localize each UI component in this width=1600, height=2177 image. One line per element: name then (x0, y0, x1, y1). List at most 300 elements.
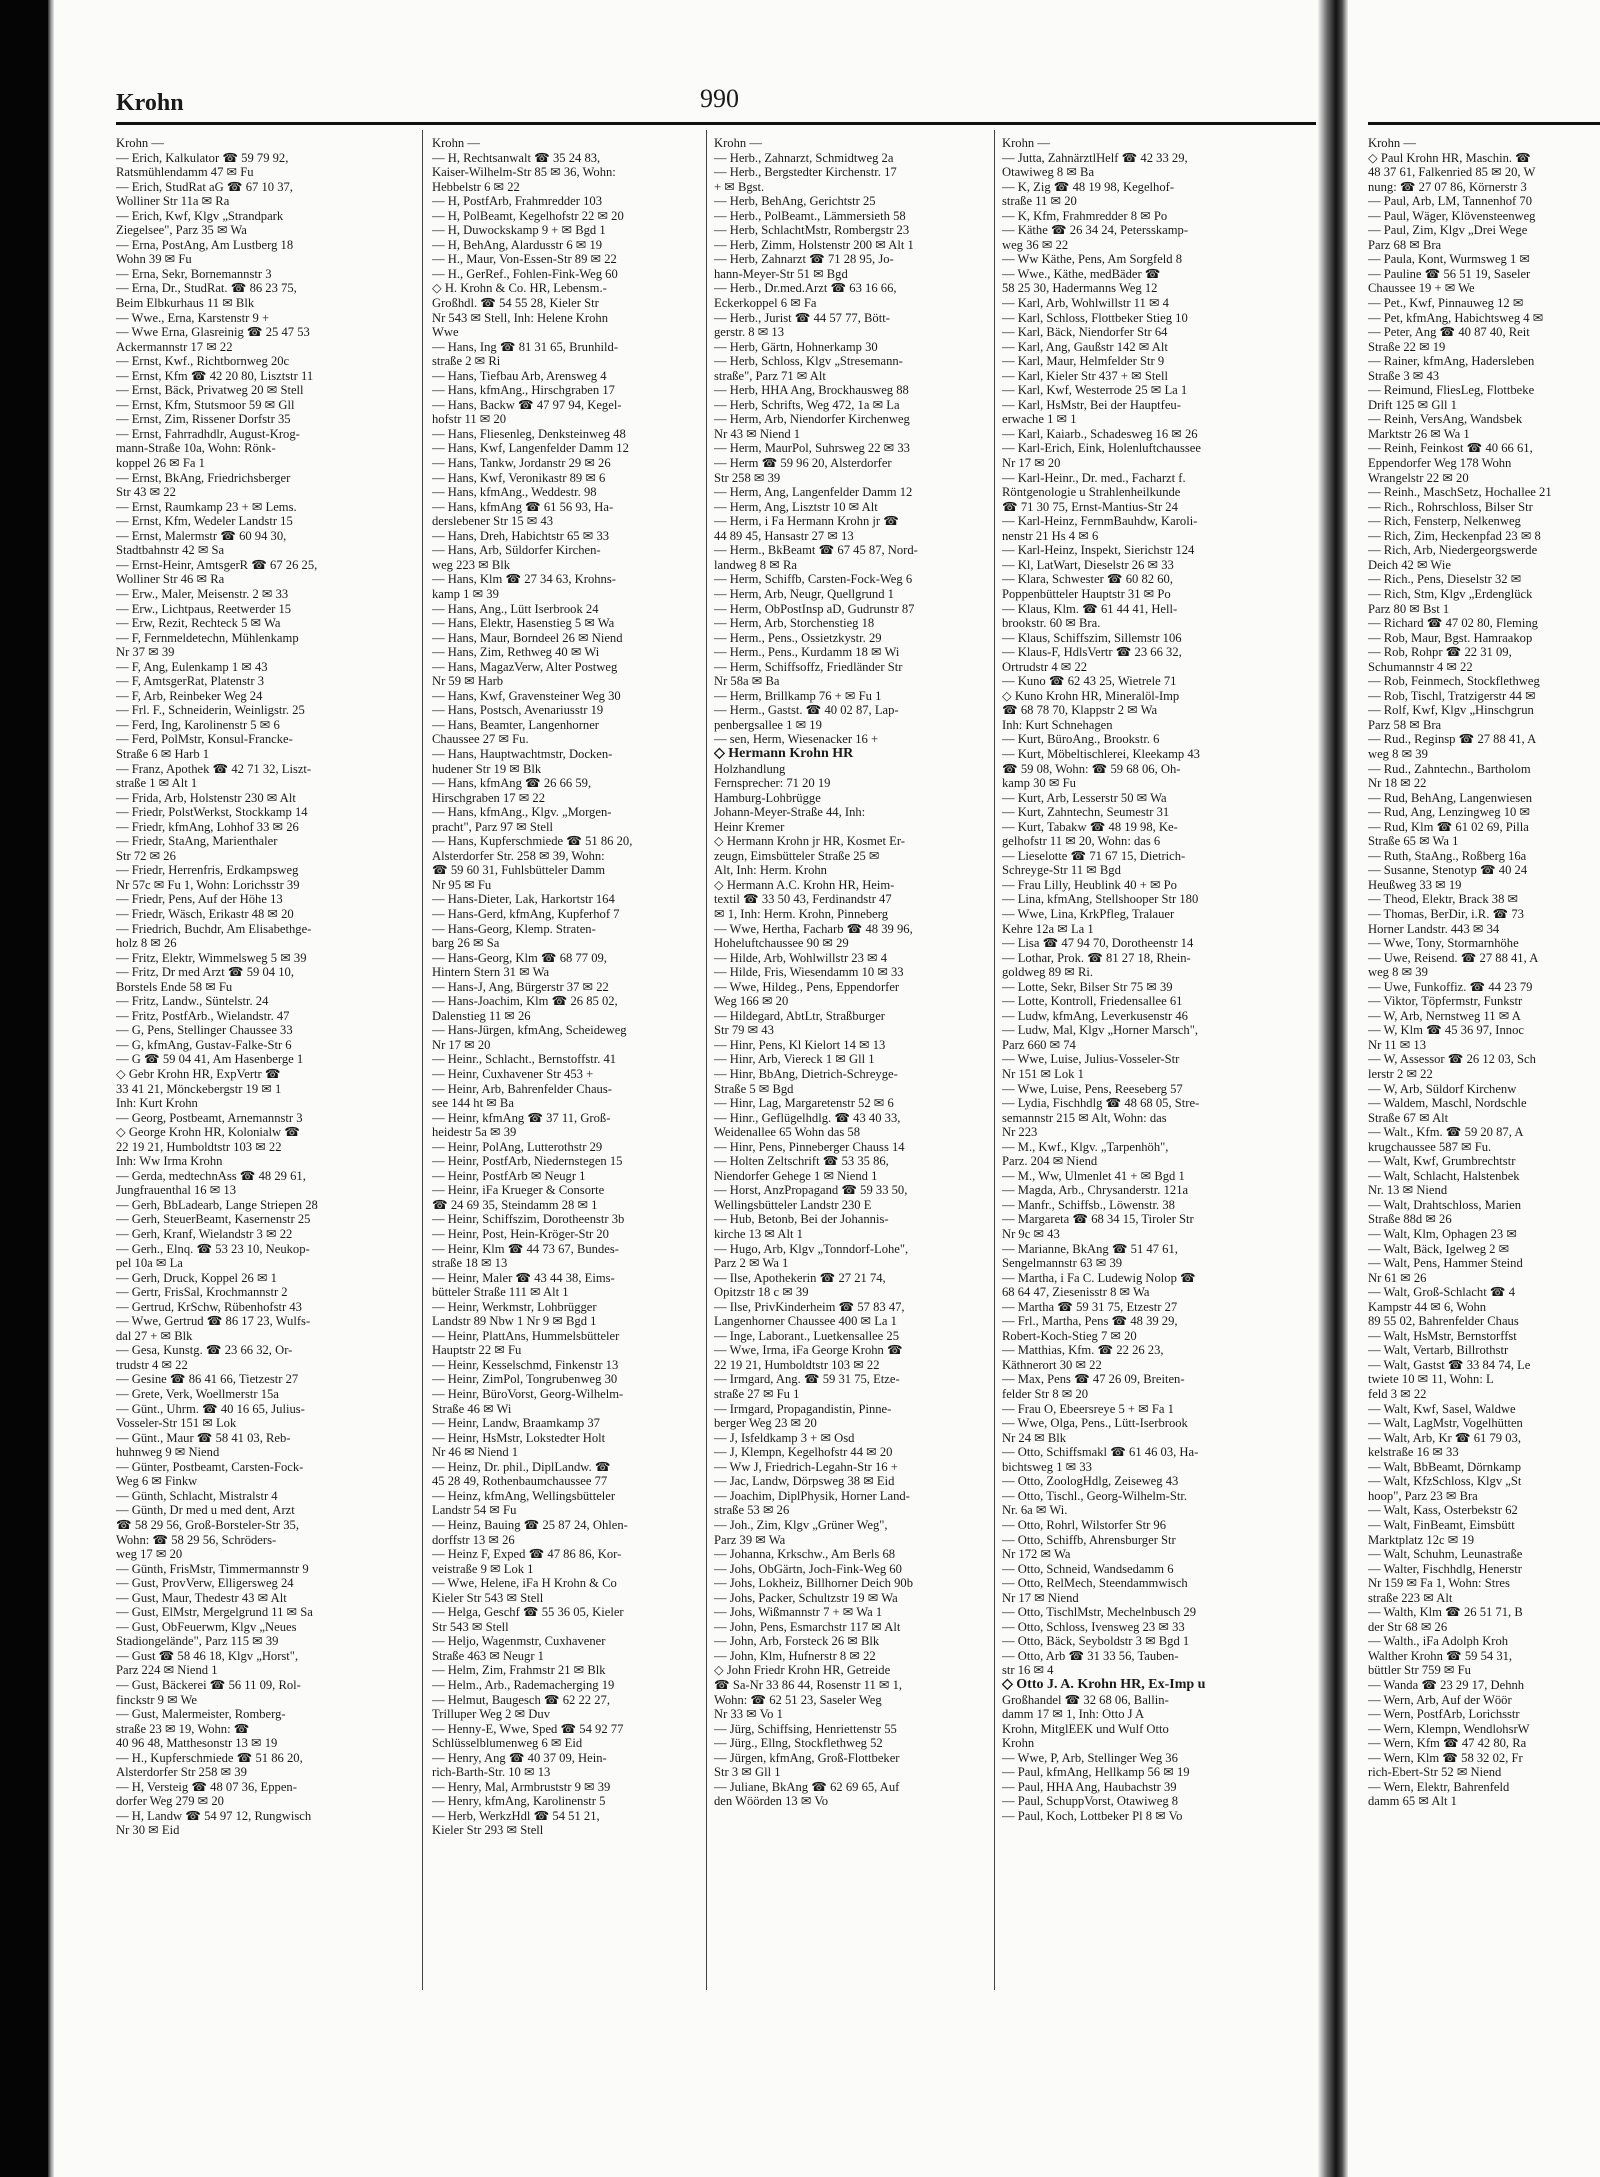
directory-entry-line: — Ernst, Kwf., Richtbornweg 20c (116, 354, 290, 369)
directory-entry-line: Krohn (1002, 1736, 1035, 1751)
directory-entry-line: — Hans-Georg, Klemp. Straten- (432, 921, 596, 936)
directory-entry-line: — Gerh, Kranf, Wielandstr 3 ✉ 22 (116, 1227, 293, 1242)
directory-entry-line: Hirschgraben 17 ✉ 22 (432, 790, 546, 805)
directory-entry-line: — Otto, TischlMstr, Mechelnbusch 29 (1002, 1605, 1197, 1620)
directory-entry-line: — John, Pens, Esmarchstr 117 ✉ Alt (714, 1619, 901, 1634)
directory-entry-line: — Max, Pens ☎ 47 26 09, Breiten- (1002, 1372, 1185, 1387)
directory-entry-line: Chaussee 19 + ✉ We (1368, 281, 1475, 296)
directory-entry-line: Schumannstr 4 ✉ 22 (1368, 659, 1473, 674)
directory-entry-line: Landstr 89 Nbw 1 Nr 9 ✉ Bgd 1 (432, 1314, 597, 1329)
directory-entry-line: — Lieselotte ☎ 71 67 15, Dietrich- (1002, 848, 1186, 863)
directory-entry-line: — Ernst, Kfm, Wedeler Landstr 15 (116, 514, 293, 529)
directory-entry-line: — Otto, Schiffb, Ahrensburger Str (1002, 1532, 1176, 1547)
directory-entry-line: hann-Meyer-Str 51 ✉ Bgd (714, 266, 848, 281)
directory-entry-line: — Wwe, Helene, iFa H Krohn & Co (432, 1576, 617, 1591)
directory-entry-line: — Walt, Gastst ☎ 33 84 74, Le (1368, 1357, 1531, 1372)
directory-entry-line: zeugn, Eimsbütteler Straße 25 ✉ (714, 848, 880, 863)
directory-entry-line: Wohn: ☎ 62 51 23, Saseler Weg (714, 1692, 882, 1707)
directory-entry-line: Eppendorfer Weg 178 Wohn (1368, 456, 1512, 471)
directory-entry-line: — Herm, Schiffsoffz, Friedländer Str (714, 659, 903, 674)
directory-entry-line: — Jutta, ZahnärztlHelf ☎ 42 33 29, (1002, 150, 1188, 165)
directory-entry-line: — Rich, Fensterp, Nelkenweg (1368, 514, 1521, 529)
directory-entry-line: Alsterdorfer Str 258 ✉ 39 (116, 1765, 247, 1780)
directory-entry-line: — Paul, Arb, LM, Tannenhof 70 (1368, 194, 1532, 209)
directory-entry-line: — Wwe, Tony, Stormarnhöhe (1368, 936, 1519, 951)
directory-entry-line: — Gerh, Druck, Koppel 26 ✉ 1 (116, 1270, 277, 1285)
directory-entry-line: — Rud., Reginsp ☎ 27 88 41, A (1368, 732, 1537, 747)
directory-entry-line: weg 17 ✉ 20 (116, 1547, 183, 1562)
facing-page-column (1368, 136, 1600, 2036)
directory-entry-line: — Heinr., Schlacht., Bernstoffstr. 41 (432, 1052, 617, 1067)
directory-entry-line: — Frau O, Ebeersreye 5 + ✉ Fa 1 (1002, 1401, 1174, 1416)
directory-entry-line: — Walt., Kfm. ☎ 59 20 87, A (1368, 1125, 1524, 1140)
directory-entry-line: — Jürgen, kfmAng, Groß-Flottbeker (714, 1750, 900, 1765)
directory-entry-line: — Franz, Apothek ☎ 42 71 32, Liszt- (116, 761, 312, 776)
directory-entry-line: — Hilde, Arb, Wohlwillstr 23 ✉ 4 (714, 950, 888, 965)
directory-entry-line: — Wwe, Lina, KrkPfleg, Tralauer (1002, 906, 1175, 921)
directory-entry-line: — Wern, Elektr, Bahrenfeld (1368, 1779, 1510, 1794)
directory-entry-line: — Hub, Betonb, Bei der Johannis- (714, 1212, 889, 1227)
directory-entry-line: — H, PostfArb, Frahmredder 103 (432, 194, 602, 209)
directory-entry-line: — Paula, Kont, Wurmsweg 1 ✉ (1368, 252, 1530, 267)
directory-entry-line: — Hans, Fliesenleg, Denksteinweg 48 (432, 426, 626, 441)
directory-entry-line: — Walt, Groß-Schlacht ☎ 4 (1368, 1285, 1515, 1300)
directory-entry-line: hudener Str 19 ✉ Blk (432, 761, 542, 776)
directory-entry-line: pel 10a ✉ La (116, 1256, 183, 1271)
directory-entry-line: — Erna, Sekr, Bornemannstr 3 (116, 266, 272, 281)
directory-entry-line: Wrangelstr 22 ✉ 20 (1368, 470, 1469, 485)
directory-entry-line: — Ernst, Kfm ☎ 42 20 80, Lisztstr 11 (116, 368, 314, 383)
directory-entry-line: — Herb., Dr.med.Arzt ☎ 63 16 66, (714, 281, 897, 296)
directory-entry-line: — Walt, Kwf, Grumbrechtstr (1368, 1154, 1516, 1169)
directory-entry-line: ☎ 59 60 31, Fuhlsbütteler Damm (432, 863, 606, 878)
directory-entry-line: Beim Elbkurhaus 11 ✉ Blk (116, 296, 255, 311)
directory-entry-line: — Johanna, Krkschw., Am Berls 68 (714, 1547, 896, 1562)
directory-entry-line: — Wwe, Luise, Pens, Reeseberg 57 (1002, 1081, 1183, 1096)
directory-entry-line: Marktplatz 12c ✉ 19 (1368, 1532, 1475, 1547)
directory-entry-line: — Uwe, Reisend. ☎ 27 88 41, A (1368, 950, 1539, 965)
directory-entry-line: — Gerh, BbLadearb, Lange Striepen 28 (116, 1197, 318, 1212)
directory-entry-line: Nr 59 ✉ Harb (432, 674, 504, 689)
directory-entry-line: 22 19 21, Humboldtstr 103 ✉ 22 (714, 1357, 880, 1372)
directory-entry-line: — Lina, kfmAng, Stellshooper Str 180 (1002, 892, 1199, 907)
directory-entry-line: — F, AmtsgerRat, Platenstr 3 (116, 674, 265, 689)
directory-entry-line: — W, Klm ☎ 45 36 97, Innoc (1368, 1023, 1524, 1038)
directory-entry-line: — Wwe, Hertha, Facharb ☎ 48 39 96, (714, 921, 913, 936)
directory-entry-line: straße", Parz 71 ✉ Alt (714, 368, 826, 383)
directory-entry-line: Nr 61 ✉ 26 (1368, 1270, 1427, 1285)
directory-entry-line: Str 543 ✉ Stell (432, 1619, 509, 1634)
directory-entry-line: koppel 26 ✉ Fa 1 (116, 456, 205, 471)
directory-entry-line: — Herb, BehAng, Gerichtstr 25 (714, 194, 876, 209)
directory-entry-line: — Herm., Gastst. ☎ 40 02 87, Lap- (714, 703, 899, 718)
directory-entry-line: Holzhandlung (714, 761, 786, 776)
directory-entry-line: — H, Versteig ☎ 48 07 36, Eppen- (116, 1779, 297, 1794)
directory-entry-line: — Johs, ObGärtn, Joch-Fink-Weg 60 (714, 1561, 902, 1576)
directory-entry-line: — Ernst, Zim, Rissener Dorfstr 35 (116, 412, 291, 427)
directory-entry-line: — Margareta ☎ 68 34 15, Tiroler Str (1002, 1212, 1194, 1227)
directory-entry-line: — Hans, Tankw, Jordanstr 29 ✉ 26 (432, 456, 611, 471)
directory-entry-line: — Hans, Dreh, Habichtstr 65 ✉ 33 (432, 528, 610, 543)
directory-entry-line: — Otto, Schiffsmakl ☎ 61 46 03, Ha- (1002, 1445, 1199, 1460)
directory-entry-line: Straße 46 ✉ Wi (432, 1401, 512, 1416)
directory-entry-line: — Gust, Bäckerei ☎ 56 11 09, Rol- (116, 1677, 301, 1692)
page-number: 990 (700, 84, 739, 113)
directory-entry-line: Dalenstieg 11 ✉ 26 (432, 1008, 531, 1023)
directory-entry-line: kirche 13 ✉ Alt 1 (714, 1227, 803, 1242)
directory-entry-line: Alsterdorfer Str. 258 ✉ 39, Wohn: (432, 848, 605, 863)
header-rule (116, 122, 1316, 125)
directory-entry-line: feld 3 ✉ 22 (1368, 1387, 1427, 1402)
directory-entry-line: — Heinr, Landw, Braamkamp 37 (432, 1416, 600, 1431)
directory-entry-line: — Hans, Klm ☎ 27 34 63, Krohns- (432, 572, 616, 587)
directory-entry-line: — Rud, Ang, Lenzingweg 10 ✉ (1368, 805, 1531, 820)
directory-entry-line: — Herb., Jurist ☎ 44 57 77, Bött- (714, 310, 890, 325)
directory-entry-line: — Rob, Maur, Bgst. Hamraakop (1368, 630, 1533, 645)
directory-entry-line: — G, kfmAng, Gustav-Falke-Str 6 (116, 1037, 292, 1052)
directory-entry-line: Straße 65 ✉ Wa 1 (1368, 834, 1459, 849)
directory-entry-line: Johann-Meyer-Straße 44, Inh: (714, 805, 866, 820)
directory-entry-line: — Otto, Tischl., Georg-Wilhelm-Str. (1002, 1488, 1188, 1503)
directory-entry-line: — Grete, Verk, Woellmerstr 15a (116, 1387, 279, 1402)
directory-entry-line: Kieler Str 543 ✉ Stell (432, 1590, 544, 1605)
directory-entry-line: Nr. 13 ✉ Niend (1368, 1183, 1448, 1198)
directory-entry-line: — Heinz, Bauing ☎ 25 87 24, Ohlen- (432, 1517, 628, 1532)
directory-entry-line: — Herb., Bergstedter Kirchenstr. 17 (714, 165, 897, 180)
directory-entry-line: — Fritz, PostfArb., Wielandstr. 47 (116, 1008, 290, 1023)
directory-entry-line: — Herm, Ang, Langenfelder Damm 12 (714, 485, 913, 500)
directory-entry-line: — Hans, Kwf, Langenfelder Damm 12 (432, 441, 629, 456)
directory-entry-line: — M., Ww, Ulmenlet 41 + ✉ Bgd 1 (1002, 1168, 1185, 1183)
directory-entry-line: — Jürg., Ellng, Stockflethweg 52 (714, 1736, 883, 1751)
directory-entry-line: Deich 42 ✉ Wie (1368, 557, 1451, 572)
directory-entry-line: — Hinr, Arb, Viereck 1 ✉ Gll 1 (714, 1052, 875, 1067)
directory-entry-line: straße 23 ✉ 19, Wohn: ☎ (116, 1721, 250, 1736)
directory-entry-line: — Irmgard, Ang. ☎ 59 31 75, Etze- (714, 1372, 900, 1387)
directory-entry-line: dal 27 + ✉ Blk (116, 1328, 193, 1343)
directory-entry-line: — Karl, Kaiarb., Schadesweg 16 ✉ 26 (1002, 426, 1198, 441)
directory-entry-line: — H., GerRef., Fohlen-Fink-Weg 60 (432, 266, 618, 281)
directory-entry-line: — Ferd, Ing, Karolinenstr 5 ✉ 6 (116, 717, 280, 732)
directory-entry-line: — Heinr, PostfArb ✉ Neugr 1 (432, 1168, 586, 1183)
directory-entry-line: Chaussee 27 ✉ Fu. (432, 732, 529, 747)
directory-entry-line: damm 17 ✉ 1, Inh: Otto J A (1002, 1707, 1145, 1722)
directory-entry-line: — Walt, Vertarb, Billrothstr (1368, 1343, 1509, 1358)
directory-entry-line: — Viktor, Töpfermstr, Funkstr (1368, 994, 1523, 1009)
directory-entry-line: — Henry, kfmAng, Karolinenstr 5 (432, 1794, 606, 1809)
directory-entry-line: nung: ☎ 27 07 86, Körnerstr 3 (1368, 179, 1527, 194)
directory-entry-line: — Rich., Rohrschloss, Bilser Str (1368, 499, 1533, 514)
directory-entry-line: — Wwe, Luise, Julius-Vosseler-Str (1002, 1052, 1180, 1067)
directory-entry-line: — Hans, Beamter, Langenhorner (432, 717, 600, 732)
directory-entry-line: Parz 224 ✉ Niend 1 (116, 1663, 218, 1678)
directory-entry-line: — W, Arb, Süldorf Kirchenw (1368, 1081, 1517, 1096)
directory-entry-line: — Susanne, Stenotyp ☎ 40 24 (1368, 863, 1528, 878)
directory-entry-line: — Ludw, Mal, Klgv „Horner Marsch", (1002, 1023, 1198, 1038)
directory-entry-line: — Kurt, Möbeltischlerei, Kleekamp 43 (1002, 746, 1200, 761)
directory-entry-line: — Otto, ZoologHdlg, Zeiseweg 43 (1002, 1474, 1179, 1489)
directory-entry-line: landweg 8 ✉ Ra (714, 557, 797, 572)
directory-entry-line: — Klara, Schwester ☎ 60 82 60, (1002, 572, 1173, 587)
directory-entry-line: — Gesa, Kunstg. ☎ 23 66 32, Or- (116, 1343, 293, 1358)
directory-entry-line: Sengelmannstr 63 ✉ 39 (1002, 1256, 1123, 1271)
directory-entry-line: Kampstr 44 ✉ 6, Wohn (1368, 1299, 1487, 1314)
directory-entry-line: Heinr Kremer (714, 819, 785, 834)
directory-column-2 (432, 136, 700, 2036)
directory-entry-line: Straße 463 ✉ Neugr 1 (432, 1648, 544, 1663)
directory-entry-line: ◇ George Krohn HR, Kolonialw ☎ (116, 1125, 300, 1140)
directory-entry-line: Nr 543 ✉ Stell, Inh: Helene Krohn (432, 310, 608, 325)
directory-entry-line: heidestr 5a ✉ 39 (432, 1125, 517, 1140)
directory-entry-line: Ziegelsee", Parz 35 ✉ Wa (116, 223, 247, 238)
directory-entry-line: — Karl, HsMstr, Bei der Hauptfeu- (1002, 397, 1181, 412)
directory-entry-line: Opitzstr 18 c ✉ 39 (714, 1285, 809, 1300)
directory-entry-line: Parz 39 ✉ Wa (714, 1532, 786, 1547)
directory-entry-line: hoop", Parz 23 ✉ Bra (1368, 1488, 1478, 1503)
directory-entry-line: rich-Barth-Str. 10 ✉ 13 (432, 1765, 551, 1780)
directory-entry-line: — Hans, Maur, Borndeel 26 ✉ Niend (432, 630, 623, 645)
directory-entry-line: — Reinh., MaschSetz, Hochallee 21 (1368, 485, 1552, 500)
directory-entry-line: Str 43 ✉ 22 (116, 485, 176, 500)
directory-entry-line: Straße 5 ✉ Bgd (714, 1081, 794, 1096)
directory-entry-line: — Karl, Kieler Str 437 + ✉ Stell (1002, 368, 1168, 383)
directory-entry-line: Parz. 204 ✉ Niend (1002, 1154, 1098, 1169)
directory-entry-line: Fernsprecher: 71 20 19 (714, 776, 831, 791)
directory-entry-line: Parz 660 ✉ 74 (1002, 1037, 1076, 1052)
directory-entry-line: den Wöörden 13 ✉ Vo (714, 1794, 829, 1809)
directory-entry-line: — Wern, Kfm ☎ 47 42 80, Ra (1368, 1736, 1527, 1751)
directory-entry-line: Nr 33 ✉ Vo 1 (714, 1707, 783, 1722)
directory-entry-line: — Hans, Hauptwachtmstr, Docken- (432, 746, 613, 761)
directory-entry-line: Robert-Koch-Stieg 7 ✉ 20 (1002, 1328, 1137, 1343)
directory-entry-line: — Günter, Postbeamt, Carsten-Fock- (116, 1459, 304, 1474)
directory-entry-line: bütteler Straße 111 ✉ Alt 1 (432, 1285, 569, 1300)
directory-entry-line: — Hans, Elektr, Hasenstieg 5 ✉ Wa (432, 616, 615, 631)
directory-entry-line: — Kurt, Tabakw ☎ 48 19 98, Ke- (1002, 819, 1178, 834)
directory-entry-line: — Hinr, BbAng, Dietrich-Schreyge- (714, 1067, 898, 1081)
directory-entry-line: — Ww Käthe, Pens, Am Sorgfeld 8 (1002, 252, 1183, 267)
directory-entry-line: — Hans, kfmAng., Weddestr. 98 (432, 485, 597, 500)
directory-entry-line: — Juliane, BkAng ☎ 62 69 65, Auf (714, 1779, 900, 1794)
directory-entry-line: — Heinr, kfmAng ☎ 37 11, Groß- (432, 1110, 611, 1125)
directory-entry-line: — Klaus, Klm. ☎ 61 44 41, Hell- (1002, 601, 1178, 616)
directory-entry-line: Nr 95 ✉ Fu (432, 877, 492, 892)
directory-entry-line: — Ernst, Kfm, Stutsmoor 59 ✉ Gll (116, 397, 295, 412)
directory-entry-line: — Rainer, kfmAng, Hadersleben (1368, 354, 1535, 369)
directory-entry-line: — Walt, Klm, Ophagen 23 ✉ (1368, 1227, 1517, 1242)
directory-entry-line: — Wwe., Erna, Karstenstr 9 + (116, 310, 270, 325)
directory-entry-line: — Wwe, Irma, iFa George Krohn ☎ (714, 1343, 903, 1358)
directory-entry-line: — Kurt, Zahntechn, Seumestr 31 (1002, 805, 1170, 820)
directory-entry-line: — Lydia, Fischhdlg ☎ 48 68 05, Stre- (1002, 1096, 1200, 1111)
directory-entry-line: — Frida, Arb, Holstenstr 230 ✉ Alt (116, 790, 296, 805)
directory-entry-line: — Inge, Laborant., Luetkensallee 25 (714, 1328, 899, 1343)
directory-entry-line: — Helm., Arb., Rademacherging 19 (432, 1677, 615, 1692)
directory-entry-line: — F, Arb, Reinbeker Weg 24 (116, 688, 263, 703)
directory-entry-line: — Gust, Maur, Thedestr 43 ✉ Alt (116, 1590, 287, 1605)
directory-entry-line: — Johs, Packer, Schultzstr 19 ✉ Wa (714, 1590, 898, 1605)
directory-entry-line: — Lothar, Prok. ☎ 81 27 18, Rhein- (1002, 950, 1191, 965)
directory-entry-line: — Hilde, Fris, Wiesendamm 10 ✉ 33 (714, 965, 904, 980)
directory-entry-line: — Kurt, Arb, Lesserstr 50 ✉ Wa (1002, 790, 1167, 805)
directory-entry-line: Wellingsbütteler Landstr 230 E (714, 1197, 872, 1212)
directory-entry-line: — Peter, Ang ☎ 40 87 40, Reit (1368, 325, 1530, 340)
directory-entry-line: — Hans, Backw ☎ 47 97 94, Kegel- (432, 397, 622, 412)
directory-entry-line: — Hans, Zim, Rethweg 40 ✉ Wi (432, 645, 600, 660)
directory-entry-line: ◇ John Friedr Krohn HR, Getreide (714, 1663, 891, 1678)
directory-column-4 (1002, 136, 1270, 2036)
directory-entry-line: — Rob, Feinmech, Stockflethweg (1368, 674, 1540, 689)
directory-entry-line: Weidenallee 65 Wohn das 58 (714, 1125, 861, 1140)
directory-entry-line: semannstr 215 ✉ Alt, Wohn: das (1002, 1110, 1167, 1125)
directory-entry-line: — H, Duwockskamp 9 + ✉ Bgd 1 (432, 223, 606, 238)
directory-entry-line: — F, Ang, Eulenkamp 1 ✉ 43 (116, 659, 268, 674)
directory-entry-line: — Wern, Klempn, WendlohsrW (1368, 1721, 1530, 1736)
directory-entry-line: — Hans-Georg, Klm ☎ 68 77 09, (432, 950, 607, 965)
directory-entry-line: — J, Klempn, Kegelhofstr 44 ✉ 20 (714, 1445, 893, 1460)
directory-entry-line: — Johs, Lokheiz, Billhorner Deich 90b (714, 1576, 914, 1591)
directory-entry-line: — Pet, kfmAng, Habichtsweg 4 ✉ (1368, 310, 1544, 325)
directory-entry-line: Str 79 ✉ 43 (714, 1023, 774, 1038)
directory-entry-line: — Hans, Tiefbau Arb, Arensweg 4 (432, 368, 607, 383)
directory-entry-line: Stadiongelände", Parz 115 ✉ 39 (116, 1634, 279, 1649)
directory-entry-line: 33 41 21, Mönckebergstr 19 ✉ 1 (116, 1081, 282, 1096)
directory-entry-line: — Hildegard, AbtLtr, Straßburger (714, 1008, 885, 1023)
directory-entry-line: — Ruth, StaAng., Roßberg 16a (1368, 848, 1527, 863)
directory-entry-line: — Reimund, FliesLeg, Flottbeke (1368, 383, 1535, 398)
book-gutter (1318, 0, 1348, 2177)
directory-entry-line: — Herm., BkBeamt ☎ 67 45 87, Nord- (714, 543, 918, 558)
directory-entry-line: — Ernst, Raumkamp 23 + ✉ Lems. (116, 499, 297, 514)
directory-entry-line: ☎ Sa-Nr 33 86 44, Rosenstr 11 ✉ 1, (714, 1677, 903, 1692)
directory-entry-line: str 16 ✉ 4 (1002, 1663, 1054, 1678)
directory-entry-line: — Karl-Heinr., Dr. med., Facharzt f. (1002, 470, 1186, 485)
directory-entry-line: — Walt, LagMstr, Vogelhütten (1368, 1416, 1523, 1431)
directory-entry-line: Kehre 12a ✉ La 1 (1002, 921, 1094, 936)
directory-entry-line: — Heinr, Arb, Bahrenfelder Chaus- (432, 1081, 612, 1096)
directory-column-1 (116, 136, 384, 2036)
directory-entry-line: — Hans-J, Ang, Bürgerstr 37 ✉ 22 (432, 979, 609, 994)
directory-entry-line: Straße 67 ✉ Alt (1368, 1110, 1449, 1125)
directory-entry-line: Röntgenologie u Strahlenheilkunde (1002, 485, 1181, 500)
directory-entry-line: — Joh., Zim, Klgv „Grüner Weg", (714, 1517, 888, 1532)
directory-entry-line: Krohn — (432, 136, 480, 150)
directory-entry-line: goldweg 89 ✉ Ri. (1002, 965, 1094, 980)
directory-entry-line: — Ernst, Bäck, Privatweg 20 ✉ Stell (116, 383, 304, 398)
directory-entry-line: — Paul, kfmAng, Hellkamp 56 ✉ 19 (1002, 1765, 1190, 1780)
directory-entry-line: — Otto, Schloss, Ivensweg 23 ✉ 33 (1002, 1619, 1185, 1634)
directory-entry-line: — Gerh., Elnq. ☎ 53 23 10, Neukop- (116, 1241, 310, 1256)
directory-entry-line: Ackermannstr 17 ✉ 22 (116, 339, 233, 354)
directory-entry-line: Hoheluftchaussee 90 ✉ 29 (714, 936, 849, 951)
directory-entry-line: Nr 43 ✉ Niend 1 (714, 426, 801, 441)
directory-entry-line: — Walth., iFa Adolph Kroh (1368, 1634, 1509, 1649)
directory-entry-line: — Rich, Arb, Niedergeorgswerde (1368, 543, 1538, 558)
directory-entry-line: — Henny-E, Wwe, Sped ☎ 54 92 77 (432, 1721, 624, 1736)
directory-entry-line: — Herb, Zimm, Holstenstr 200 ✉ Alt 1 (714, 237, 914, 252)
directory-entry-line: — Hans, kfmAng., Hirschgraben 17 (432, 383, 615, 398)
directory-entry-line: — Herm, Arb, Storchenstieg 18 (714, 616, 875, 631)
directory-entry-line: huhnweg 9 ✉ Niend (116, 1445, 220, 1460)
directory-entry-line: — Heinr, Cuxhavener Str 453 + (432, 1067, 594, 1081)
directory-entry-line: see 144 ht ✉ Ba (432, 1096, 514, 1111)
directory-entry-line: ☎ 58 29 56, Groß-Borsteler-Str 35, (116, 1517, 299, 1532)
directory-entry-line: — Herm, Arb, Niendorfer Kirchenweg (714, 412, 910, 427)
directory-entry-line: straße 1 ✉ Alt 1 (116, 776, 198, 791)
directory-entry-line: Wohn 39 ✉ Fu (116, 252, 192, 267)
directory-entry-line: — Heinr, PolAng, Lutterothstr 29 (432, 1139, 603, 1154)
directory-entry-line: — Wwe, Hildeg., Pens, Eppendorfer (714, 979, 900, 994)
directory-entry-line: — Herm, i Fa Hermann Krohn jr ☎ (714, 514, 899, 529)
directory-entry-line: — Walt, Kass, Osterbekstr 62 (1368, 1503, 1518, 1518)
directory-entry-line: — Hans-Gerd, kfmAng, Kupferhof 7 (432, 906, 620, 921)
directory-entry-line: — Ernst, Fahrradhdlr, August-Krog- (116, 426, 300, 441)
directory-entry-line: — Herm, Brillkamp 76 + ✉ Fu 1 (714, 688, 882, 703)
directory-entry-line: — Walt, FinBeamt, Eimsbütt (1368, 1517, 1515, 1532)
directory-entry-line: — F, Fernmeldetechn, Mühlenkamp (116, 630, 299, 645)
directory-entry-line: — Hans, MagazVerw, Alter Postweg (432, 659, 618, 674)
directory-entry-line: — Otto, Bäck, Seyboldstr 3 ✉ Bgd 1 (1002, 1634, 1190, 1649)
directory-entry-line: Langenhorner Chaussee 400 ✉ La 1 (714, 1314, 897, 1329)
directory-entry-line: — Irmgard, Propagandistin, Pinne- (714, 1401, 892, 1416)
directory-entry-line: Hebbelstr 6 ✉ 22 (432, 179, 520, 194)
directory-entry-line: Nr 151 ✉ Lok 1 (1002, 1067, 1084, 1081)
directory-entry-line: Wolliner Str 11a ✉ Ra (116, 194, 230, 209)
directory-entry-line: lerstr 2 ✉ 22 (1368, 1067, 1433, 1081)
directory-entry-line: — Ernst, Malermstr ☎ 60 94 30, (116, 528, 287, 543)
directory-entry-line: Inh: Kurt Krohn (116, 1096, 198, 1111)
directory-entry-line: — Friedr, Pens, Auf der Höhe 13 (116, 892, 283, 907)
directory-entry-line: — Richard ☎ 47 02 80, Fleming (1368, 616, 1538, 631)
directory-entry-line: — Herb., Zahnarzt, Schmidtweg 2a (714, 150, 894, 165)
directory-entry-line: Schlüsselblumenweg 6 ✉ Eid (432, 1736, 583, 1751)
directory-entry-line: — Frau Lilly, Heublink 40 + ✉ Po (1002, 877, 1177, 892)
directory-entry-line: kamp 1 ✉ 39 (432, 586, 499, 601)
directory-entry-line: — Otto, Rohrl, Wilstorfer Str 96 (1002, 1517, 1167, 1532)
directory-entry-line: finckstr 9 ✉ We (116, 1692, 198, 1707)
directory-entry-line: — Heinr, Post, Hein-Kröger-Str 20 (432, 1227, 609, 1242)
directory-entry-line: — Hans, kfmAng ☎ 26 66 59, (432, 776, 592, 791)
directory-entry-line: ◇ Paul Krohn HR, Maschin. ☎ (1368, 150, 1531, 165)
directory-entry-line: Nr 37 ✉ 39 (116, 645, 175, 660)
directory-entry-line: Großhdl. ☎ 54 55 28, Kieler Str (432, 296, 599, 311)
column-divider (706, 130, 707, 1990)
directory-entry-line: — K, Kfm, Frahmredder 8 ✉ Po (1002, 208, 1168, 223)
directory-entry-line: Ratsmühlendamm 47 ✉ Fu (116, 165, 254, 180)
directory-entry-line: rich-Ebert-Str 52 ✉ Niend (1368, 1765, 1502, 1780)
directory-entry-line: Krohn — (714, 136, 762, 150)
directory-entry-line: — John, Klm, Hufnerstr 8 ✉ 22 (714, 1648, 876, 1663)
directory-entry-line: — W, Assessor ☎ 26 12 03, Sch (1368, 1052, 1536, 1067)
directory-entry-line: — Herb, Zahnarzt ☎ 71 28 95, Jo- (714, 252, 894, 267)
directory-entry-line: krugchaussee 587 ✉ Fu. (1368, 1139, 1492, 1154)
directory-entry-line: — Frl., Martha, Pens ☎ 48 39 29, (1002, 1314, 1178, 1329)
directory-entry-line: — Karl-Heinz, Inspekt, Sierichstr 124 (1002, 543, 1195, 558)
directory-entry-line: pracht", Parz 97 ✉ Stell (432, 819, 553, 834)
directory-entry-line: — Friedr, StaAng, Marienthaler (116, 834, 278, 849)
directory-entry-line: — Heinr, Klm ☎ 44 73 67, Bundes- (432, 1241, 619, 1256)
directory-entry-line: ☎ 68 78 70, Klappstr 2 ✉ Wa (1002, 703, 1158, 718)
directory-entry-line: — Walt, Arb, Kr ☎ 61 79 03, (1368, 1430, 1521, 1445)
directory-entry-line: — Günt., Maur ☎ 58 41 03, Reb- (116, 1430, 291, 1445)
directory-entry-line: Hintern Stern 31 ✉ Wa (432, 965, 550, 980)
directory-entry-line: — Friedrich, Buchdr, Am Elisabethge- (116, 921, 312, 936)
directory-entry-line: + ✉ Bgst. (714, 179, 765, 194)
directory-entry-line: — Erich, StudRat aG ☎ 67 10 37, (116, 179, 293, 194)
directory-entry-line: Str 72 ✉ 26 (116, 848, 176, 863)
directory-entry-line: — Martha, i Fa C. Ludewig Nolop ☎ (1002, 1270, 1196, 1285)
directory-entry-line: Wohn: ☎ 58 29 56, Schröders- (116, 1532, 277, 1547)
